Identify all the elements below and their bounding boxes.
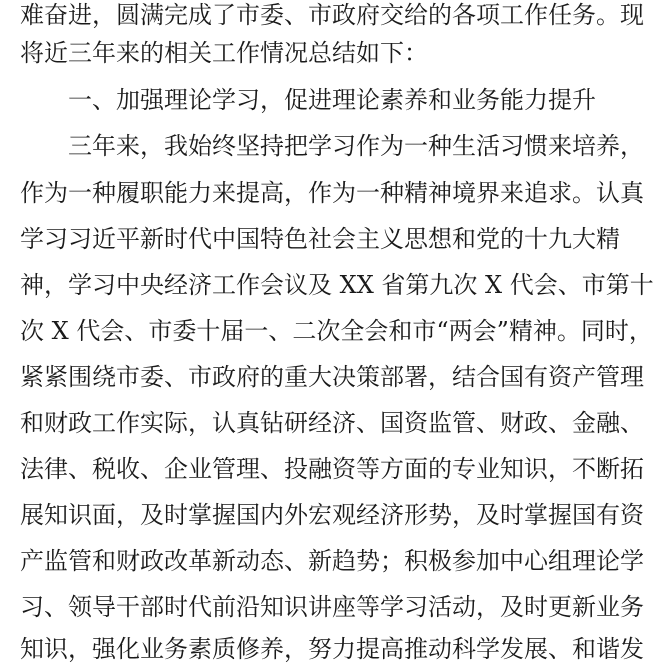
text-line-7: 神，学习中央经济工作会议及 XX 省第九次 X 代会、市第十: [20, 271, 654, 299]
text-line-8: 次 X 代会、市委十届一、二次全会和市“两会”精神。同时，: [20, 317, 653, 345]
text-line-11: 法律、税收、企业管理、投融资等方面的专业知识，不断拓: [20, 455, 644, 483]
text-line-13: 产监管和财政改革新动态、新趋势；积极参加中心组理论学: [20, 547, 644, 575]
text-line-15: 知识，强化业务素质修养，努力提高推动科学发展、和谐发: [20, 635, 644, 663]
paragraph-first-line: 三年来，我始终坚持把学习作为一种生活习惯来培养，: [68, 132, 644, 160]
text-line-1: 难奋进，圆满完成了市委、市政府交给的各项工作任务。现: [20, 1, 644, 29]
text-line-14: 习、领导干部时代前沿知识讲座等学习活动，及时更新业务: [20, 593, 644, 621]
text-line-6: 学习习近平新时代中国特色社会主义思想和党的十九大精: [20, 225, 620, 253]
text-line-12: 展知识面，及时掌握国内外宏观经济形势，及时掌握国有资: [20, 501, 644, 529]
text-line-10: 和财政工作实际，认真钻研经济、国资监管、财政、金融、: [20, 409, 644, 437]
section-heading-1: 一、加强理论学习，促进理论素养和业务能力提升: [68, 86, 596, 114]
text-line-5: 作为一种履职能力来提高，作为一种精神境界来追求。认真: [20, 179, 644, 207]
text-line-9: 紧紧围绕市委、市政府的重大决策部署，结合国有资产管理: [20, 363, 644, 391]
text-line-2: 将近三年来的相关工作情况总结如下：: [20, 39, 428, 67]
